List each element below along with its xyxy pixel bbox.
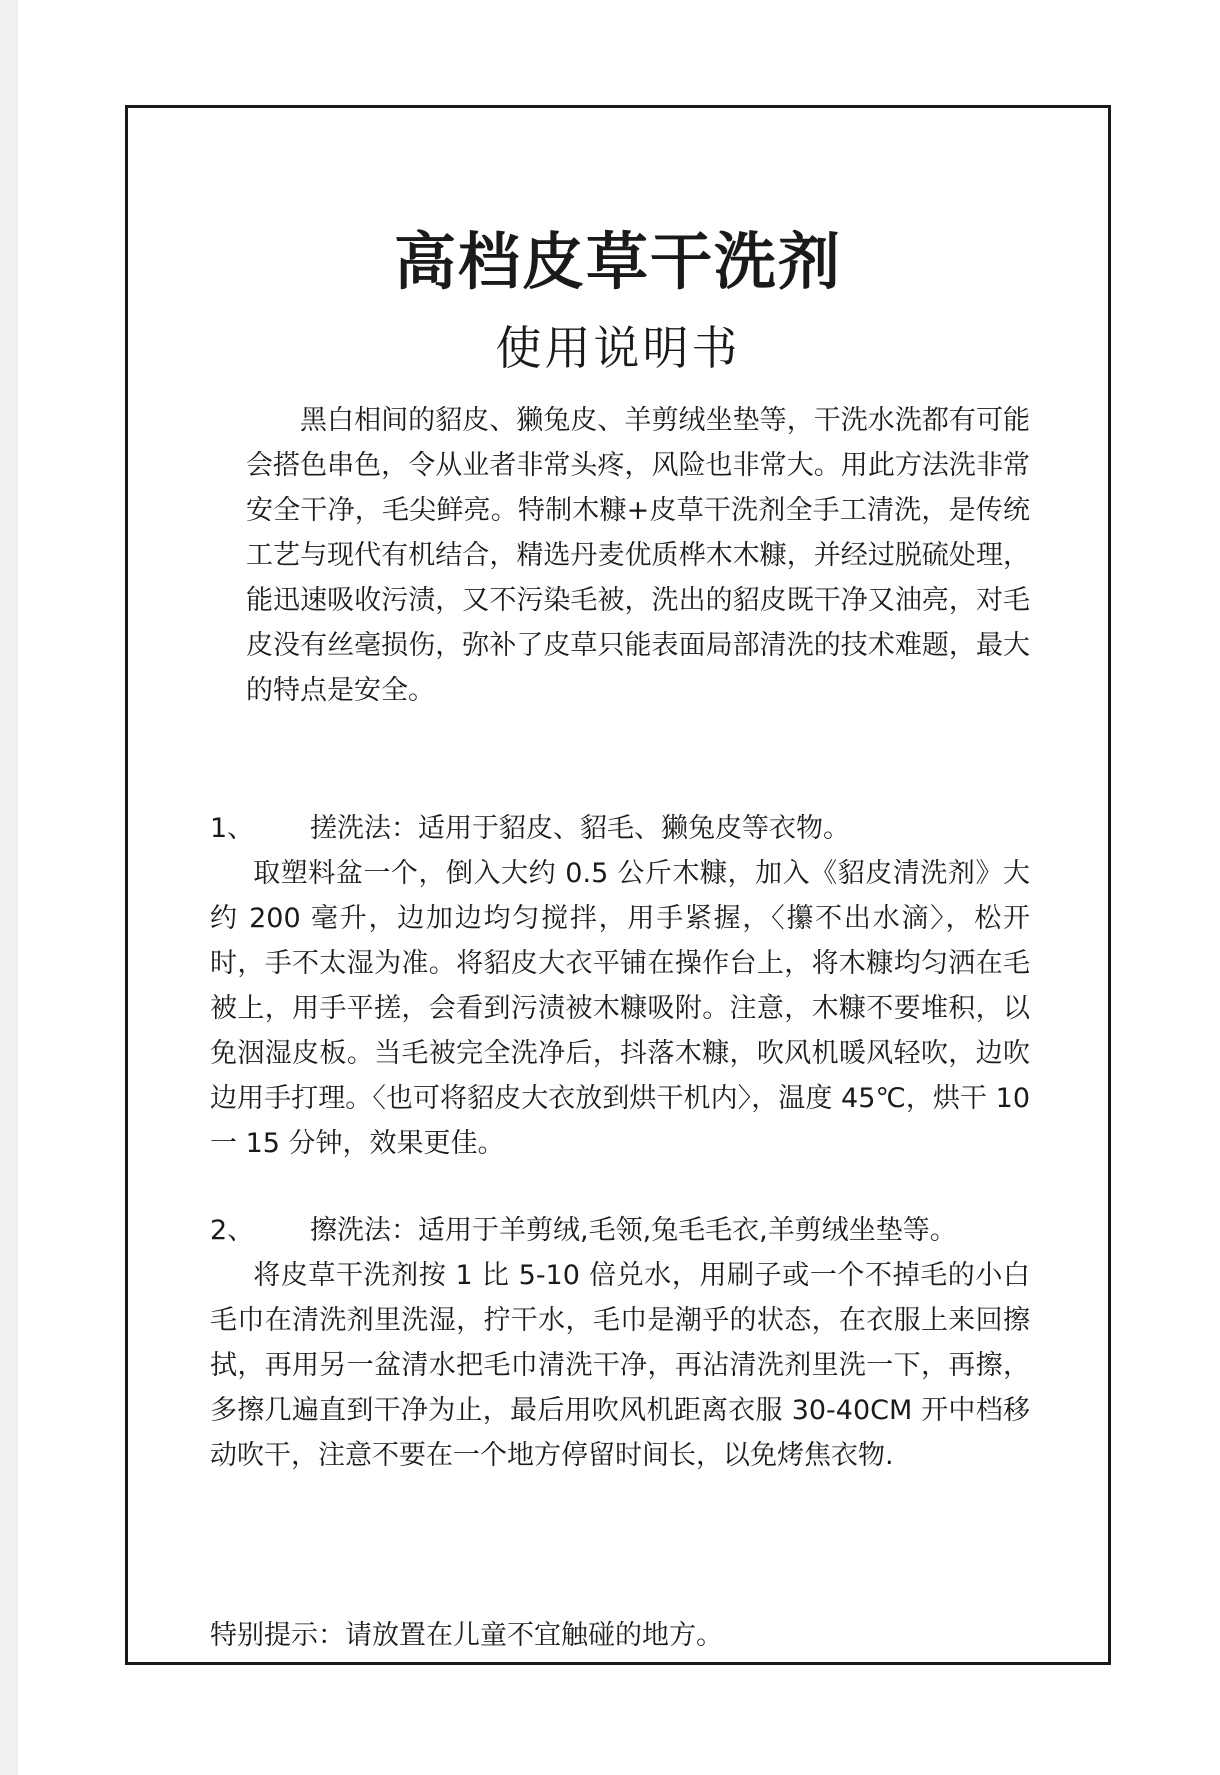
method-section-rub	[210, 806, 1030, 1166]
method-body: 将皮草干洗剂按 1 比 5-10 倍兑水，用刷子或一个不掉毛的小白毛巾在清洗剂里洗湿，拧干水，毛巾是潮乎的状态，在衣服上来回擦拭，再用另一盆清水把毛巾清洗干净，再沾清洗剂里洗一下，再擦，多擦几遍直到干净为止，最后用吹风机距离衣服 30-40CM 开中档移动吹干，注意不要在一个地方停留时间长，以免烤焦衣物.	[210, 1260, 1030, 1471]
method-applies: ：适用于貂皮、貂毛、獭兔皮等衣物。	[391, 813, 850, 844]
document-subtitle: 使用说明书	[495, 321, 741, 375]
method-heading	[210, 1208, 1030, 1253]
method-applies: ：适用于羊剪绒,毛领,兔毛毛衣,羊剪绒坐垫等。	[391, 1215, 957, 1246]
document-title: 高档皮草干洗剂	[393, 225, 842, 298]
method-name: 擦洗法	[310, 1215, 391, 1246]
method-number: 2、	[210, 1215, 255, 1246]
method-body: 取塑料盆一个，倒入大约 0.5 公斤木糠，加入《貂皮清洗剂》大约 200 毫升，边加边均匀搅拌，用手紧握，〈攥不出水滴〉，松开时，手不太湿为准。将貂皮大衣平铺在操作台上，将木糠均匀洒在毛被上，用手平搓，会看到污渍被木糠吸附。注意，木糠不要堆积，以免洇湿皮板。当毛被完全洗净后，抖落木糠，吹风机暖风轻吹，边吹边用手打理。〈也可将貂皮大衣放到烘干机内〉，温度 45℃，烘干 10 一 15 分钟，效果更佳。	[210, 858, 1030, 1159]
method-section-wipe	[210, 1208, 1030, 1478]
special-tip: 特别提示：请放置在儿童不宜触碰的地方。	[210, 1620, 723, 1651]
intro-paragraph: 黑白相间的貂皮、獭兔皮、羊剪绒坐垫等，干洗水洗都有可能会搭色串色，令从业者非常头疼，风险也非常大。用此方法洗非常安全干净，毛尖鲜亮。特制木糠+皮草干洗剂全手工清洗，是传统工艺与现代有机结合，精选丹麦优质桦木木糠，并经过脱硫处理，能迅速吸收污渍，又不污染毛被，洗出的貂皮既干净又油亮，对毛皮没有丝毫损伤，弥补了皮草只能表面局部清洗的技术难题，最大的特点是安全。	[246, 405, 1030, 706]
method-number: 1、	[210, 813, 255, 844]
document-frame	[125, 105, 1111, 1665]
page-edge-strip	[0, 0, 18, 1775]
method-name: 搓洗法	[310, 813, 391, 844]
method-heading	[210, 806, 1030, 851]
